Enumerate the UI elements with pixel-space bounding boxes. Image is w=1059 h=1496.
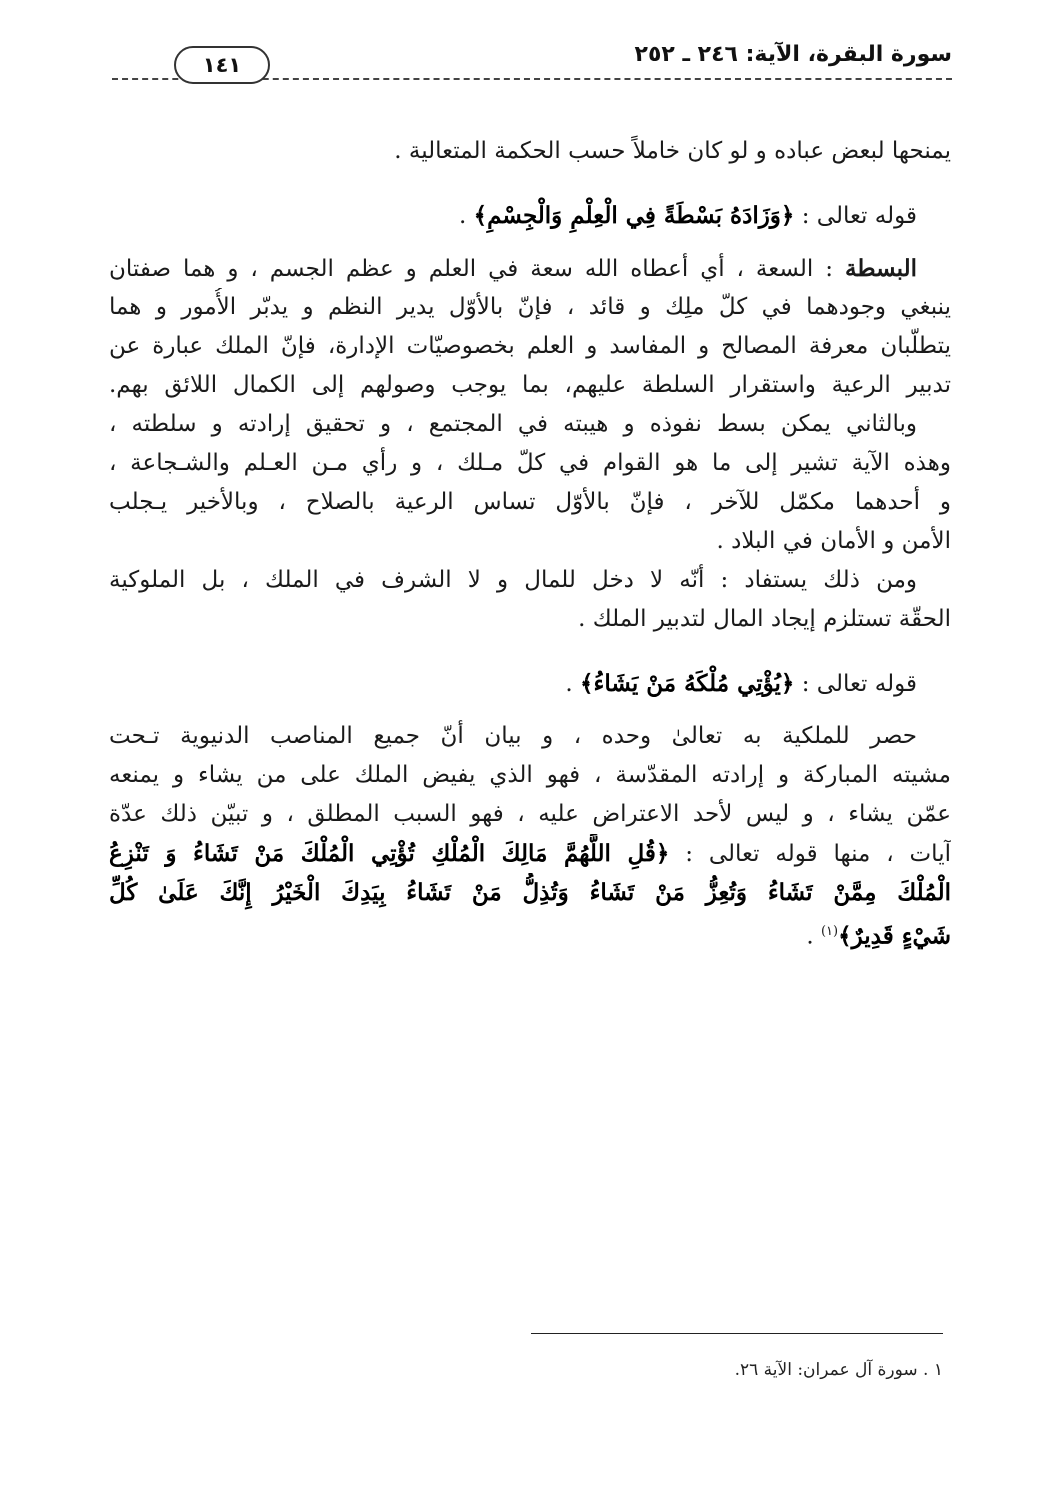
running-title: سورة البقرة، الآية: ٢٤٦ ـ ٢٥٢ xyxy=(634,42,952,67)
footnote-rule xyxy=(531,1333,943,1334)
quran-quote: ﴿يُؤْتِي مُلْكَهُ مَنْ يَشَاءُ﴾ xyxy=(580,670,795,697)
quran-quote: ﴿قُلِ اللَّهُمَّ مَالِكَ الْمُلْكِ تُؤْتِي الْمُلْكَ مَنْ تَشَاءُ وَ تَنْزِعُ xyxy=(109,840,670,867)
heading-prefix: قوله تعالى : xyxy=(794,671,917,697)
heading-suffix: . xyxy=(459,203,474,229)
heading-prefix: قوله تعالى : xyxy=(794,203,917,229)
footnote-ref[interactable]: (١) xyxy=(820,924,839,939)
paragraph-line xyxy=(109,834,951,873)
verse-intro: آيات ، منها قوله تعالى : xyxy=(669,841,951,867)
quran-quote-line: الْمُلْكَ مِمَّنْ تَشَاءُ وَتُعِزُّ مَنْ تَشَاءُ وَتُذِلُّ مَنْ تَشَاءُ بِيَدِكَ الْخَيْرُ إِنَّكَ عَلَىٰ كُلِّ xyxy=(109,879,951,906)
page-header xyxy=(112,38,952,88)
paragraph-line: يتطلّبان معرفة المصالح و المفاسد و العلم بخصوصيّات الإدارة، فإنّ الملك عبارة عن xyxy=(109,333,951,359)
paragraph-line: وبالثاني يمكن بسط نفوذه و هيبته في المجتمع ، و تحقيق إرادته و سلطته ، xyxy=(109,411,917,437)
verse-heading-line xyxy=(109,664,951,703)
quran-quote-end-line xyxy=(109,912,951,951)
paragraph-line: تدبير الرعية واستقرار السلطة عليهم، بما يوجب وصولهم إلى الكمال اللائق بهم. xyxy=(109,372,951,398)
term-highlight: البسطة xyxy=(844,255,917,282)
paragraph-line: وهذه الآية تشير إلى ما هو القوام في كلّ مـلك ، و رأي مـن العـلم والشـجاعة ، xyxy=(109,450,951,476)
paragraph-line xyxy=(109,249,951,288)
paragraph-line: الأمن و الأمان في البلاد . xyxy=(716,528,951,554)
heading-suffix: . xyxy=(565,671,581,697)
page-number: ١٤١ xyxy=(174,46,270,84)
paragraph-line: يمنحها لبعض عباده و لو كان خاملاً حسب الحكمة المتعالية . xyxy=(394,138,951,164)
paragraph-line: عمّن يشاء ، و ليس لأحد الاعتراض عليه ، فهو السبب المطلق ، و تبيّن ذلك عدّة xyxy=(109,801,951,827)
paragraph-line: و أحدهما مكمّل للآخر ، فإنّ بالأوّل تساس الرعية بالصلاح ، وبالأخير يـجلب xyxy=(109,489,951,515)
paragraph-line: ومن ذلك يستفاد : أنّه لا دخل للمال و لا الشرف في الملك ، بل الملوكية xyxy=(109,567,917,593)
quran-quote: ﴿وَزَادَهُ بَسْطَةً فِي الْعِلْمِ وَالْجِسْمِ﴾ xyxy=(473,202,795,229)
line-suffix: . xyxy=(806,923,821,950)
paragraph-line: ينبغي وجودهما في كلّ ملِك و قائد ، فإنّ بالأوّل يدير النظم و يدبّر الأُمور و هما xyxy=(109,294,951,320)
footnote: ١ . سورة آل عمران: الآية ٢٦. xyxy=(734,1360,943,1380)
body-text xyxy=(109,132,951,951)
paragraph-line: حصر للملكية به تعالىٰ وحده ، و بيان أنّ جميع المناصب الدنيوية تـحت xyxy=(109,723,917,749)
quran-quote: شَيْءٍ قَدِيرٌ﴾ xyxy=(838,922,951,950)
paragraph-line: الحقّة تستلزم إيجاد المال لتدبير الملك . xyxy=(578,606,951,632)
paragraph-line: مشيته المباركة و إرادته المقدّسة ، فهو الذي يفيض الملك على من يشاء و يمنعه xyxy=(109,762,951,788)
term-definition: : السعة ، أي أعطاه الله سعة في العلم و عظم الجسم ، و هما صفتان xyxy=(109,256,845,282)
verse-heading-line xyxy=(109,196,951,235)
